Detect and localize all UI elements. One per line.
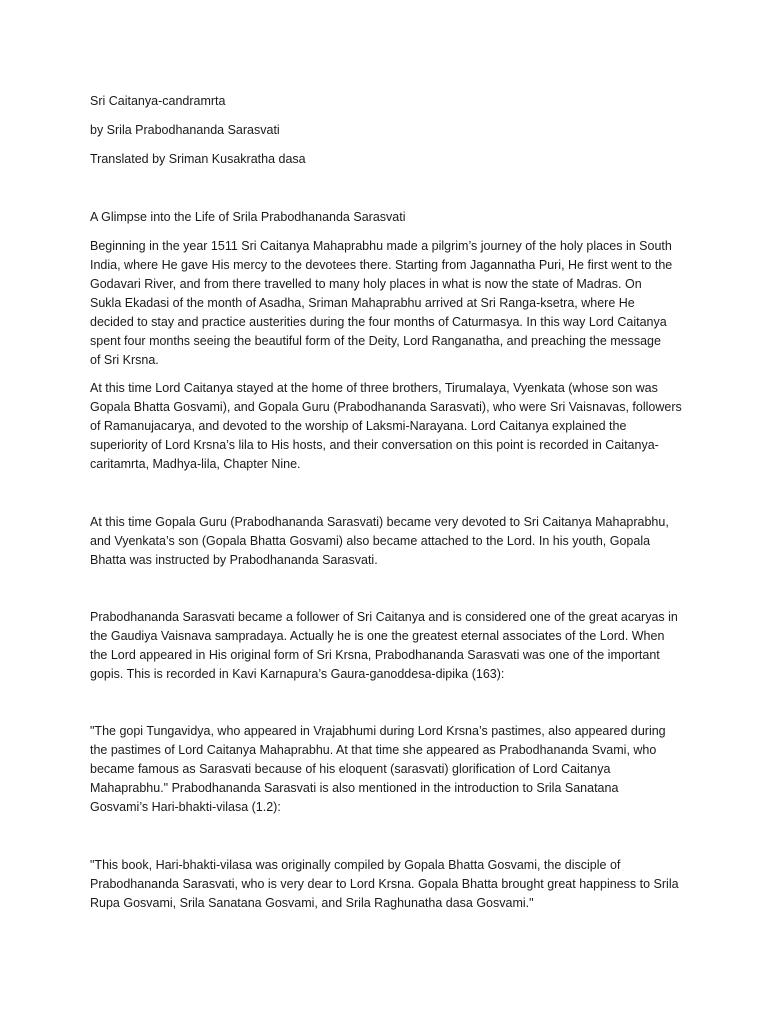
paragraph-line: Gosvami’s Hari-bhakti-vilasa (1.2): [90, 800, 281, 814]
document-author: by Srila Prabodhananda Sarasvati [90, 123, 280, 137]
paragraph-line: gopis. This is recorded in Kavi Karnapura’s Gaura-ganoddesa-dipika (163): [90, 667, 505, 681]
document-translator: Translated by Sriman Kusakratha dasa [90, 152, 306, 166]
paragraph-line: Gopala Bhatta Gosvami), and Gopala Guru (Prabodhananda Sarasvati), who were Sri Vaisnavas, followers [90, 400, 682, 414]
section-heading: A Glimpse into the Life of Srila Prabodhananda Sarasvati [90, 210, 406, 224]
paragraph-line: "This book, Hari-bhakti-vilasa was originally compiled by Gopala Bhatta Gosvami, the disciple of [90, 858, 621, 872]
paragraph-gopala-guru [90, 513, 690, 570]
document-title: Sri Caitanya-candramrta [90, 94, 226, 108]
paragraph-line: "The gopi Tungavidya, who appeared in Vrajabhumi during Lord Krsna’s pastimes, also appeared during [90, 724, 666, 738]
paragraph-line: Prabodhananda Sarasvati, who is very dear to Lord Krsna. Gopala Bhatta brought great happiness to Srila [90, 877, 679, 891]
paragraph-line: Mahaprabhu." Prabodhananda Sarasvati is also mentioned in the introduction to Srila Sanatana [90, 781, 619, 795]
paragraph-line: the Lord appeared in His original form of Sri Krsna, Prabodhananda Sarasvati was one of the important [90, 648, 660, 662]
paragraph-pilgrimage [90, 237, 690, 370]
paragraph-line: became famous as Sarasvati because of his eloquent (sarasvati) glorification of Lord Caitanya [90, 762, 611, 776]
paragraph-line: decided to stay and practice austerities during the four months of Caturmasya. In this way Lord Caitanya [90, 315, 667, 329]
paragraph-line: the Gaudiya Vaisnava sampradaya. Actually he is one the greatest eternal associates of the Lord. When [90, 629, 665, 643]
paragraph-follower [90, 608, 690, 684]
paragraph-line: At this time Gopala Guru (Prabodhananda Sarasvati) became very devoted to Sri Caitanya Mahaprabhu, [90, 515, 669, 529]
paragraph-line: the pastimes of Lord Caitanya Mahaprabhu. At that time she appeared as Prabodhananda Svami, who [90, 743, 657, 757]
paragraph-line: Rupa Gosvami, Srila Sanatana Gosvami, and Srila Raghunatha dasa Gosvami." [90, 896, 534, 910]
paragraph-three-brothers [90, 379, 690, 474]
paragraph-line: Beginning in the year 1511 Sri Caitanya Mahaprabhu made a pilgrim’s journey of the holy places in South [90, 239, 672, 253]
paragraph-line: Bhatta was instructed by Prabodhananda Sarasvati. [90, 553, 378, 567]
paragraph-line: of Sri Krsna. [90, 353, 159, 367]
paragraph-line: caritamrta, Madhya-lila, Chapter Nine. [90, 457, 301, 471]
paragraph-line: Prabodhananda Sarasvati became a follower of Sri Caitanya and is considered one of the great acaryas in [90, 610, 678, 624]
paragraph-line: Godavari River, and from there travelled to many holy places in what is now the state of Madras. On [90, 277, 642, 291]
paragraph-quote-tungavidya [90, 722, 690, 817]
paragraph-line: India, where He gave His mercy to the devotees there. Starting from Jagannatha Puri, He first went to the [90, 258, 673, 272]
paragraph-line: and Vyenkata’s son (Gopala Bhatta Gosvami) also became attached to the Lord. In his youth, Gopala [90, 534, 651, 548]
paragraph-line: At this time Lord Caitanya stayed at the home of three brothers, Tirumalaya, Vyenkata (whose son was [90, 381, 658, 395]
paragraph-line: Sukla Ekadasi of the month of Asadha, Sriman Mahaprabhu arrived at Sri Ranga-ksetra, where He [90, 296, 635, 310]
paragraph-line: of Ramanujacarya, and devoted to the worship of Laksmi-Narayana. Lord Caitanya explained the [90, 419, 627, 433]
paragraph-line: superiority of Lord Krsna’s lila to His hosts, and their conversation on this point is recorded in Caitanya- [90, 438, 659, 452]
paragraph-quote-hari-bhakti-vilasa [90, 856, 690, 913]
paragraph-line: spent four months seeing the beautiful form of the Deity, Lord Ranganatha, and preaching the message [90, 334, 661, 348]
